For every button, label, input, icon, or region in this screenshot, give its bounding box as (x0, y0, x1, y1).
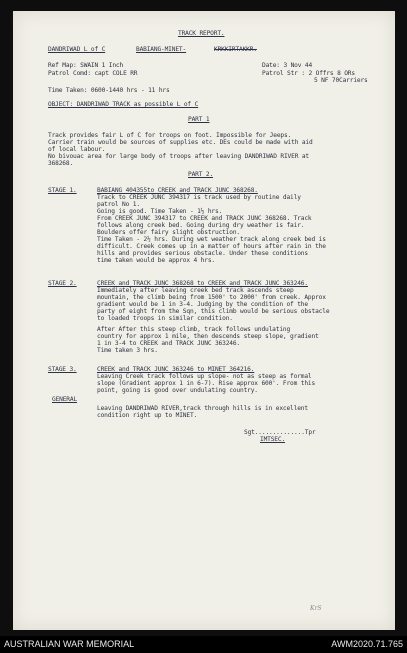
signature-unit: IMTSEC. (260, 436, 286, 443)
part1-line: Track provides fair L of C for troops on foot. Impossible for Jeeps. (48, 132, 292, 139)
stage2-line: Immediately after leaving creek bed track ascends steep (97, 287, 294, 294)
stage3-line: Leaving Creek track follows up slope- not as steep as formal (97, 373, 312, 380)
stage1-line: Track to CREEK JUNC 394317 is track used by routine daily (97, 194, 301, 201)
part1-line: No bivouac area for large body of troops after leaving DANDRIWAD RIVER at (48, 153, 309, 160)
archive-footer (0, 636, 407, 653)
general-line: condition right up to MINET. (97, 412, 198, 419)
part2-heading: PART 2. (188, 171, 214, 178)
stage1-line: From CREEK JUNC 394317 to CREEK and TRACK JUNC 368268. Track (97, 215, 312, 222)
stage2-line: CREEK and TRACK JUNC 368268 to CREEK and TRACK JUNC 363246. (97, 280, 308, 287)
stage1-label: STAGE 1. (48, 187, 77, 194)
stage1-line: time taken would be approx 4 hrs. (97, 257, 215, 264)
stage2-line: gradient would be 1 in 3-4. Judging by the condition of the (97, 301, 308, 308)
stage3-line: CREEK and TRACK JUNC 363246 to MINET 364216. (97, 366, 255, 373)
date: Date: 3 Nov 44 (262, 62, 313, 69)
stage2-line: 1 in 3-4 to CREEK and TRACK JUNC 363246. (97, 340, 241, 347)
patrol-str-1: Patrol Str : 2 Offrs 8 ORs (262, 70, 355, 77)
patrol-str-2: 5 NF 70Carriers (314, 77, 368, 84)
stage1-line: Time Taken - 2½ hrs. During wet weather track along creek bed is (97, 236, 326, 243)
part1-line: of local labour. (48, 146, 106, 153)
patrol-comd: Patrol Comd: capt COLE RR (48, 70, 138, 77)
stage1-line: follows along creek bed. Going during dry weather is fair. (97, 222, 305, 229)
time-taken: Time Taken: 0600-1440 hrs - 11 hrs (48, 87, 170, 94)
object-line: OBJECT: DANDRIWAD TRACK as possible L of C (48, 101, 199, 108)
stage2-line: mountain, the climb being from 1500' to 2000' from creek. Approx (97, 294, 326, 301)
stage2-line: to loaded troops in similar condition. (97, 315, 233, 322)
general-line: Leaving DANDRIWAD RIVER,track through hills is in excellent (97, 405, 308, 412)
ref-map: Ref Map: SWAIN 1 Inch (48, 62, 124, 69)
stage2-line: country for approx 1 mile, then descends steep slope, gradient (97, 333, 319, 340)
footer-accession: AWM2020.71.765 (331, 639, 403, 649)
general-label: GENERAL (52, 396, 78, 403)
stage2-line: After After this steep climb, track follows undulating (97, 326, 291, 333)
pencil-initials: KrS (310, 605, 322, 612)
stage2-line: party of eight from the Sqn, this climb would be serious obstacle (97, 308, 330, 315)
stage3-label: STAGE 3. (48, 366, 77, 373)
stage1-line: Boulders offer fairy slight obstruction. (97, 229, 241, 236)
signature-line: Sgt..............Tpr (244, 429, 316, 436)
stage1-line: patrol No 1. (97, 201, 140, 208)
stage2-line: Time taken 3 hrs. (97, 347, 158, 354)
route-struck: KRKKIRTAKKR. (214, 46, 257, 53)
stage2-label: STAGE 2. (48, 280, 77, 287)
stage1-line: Going is good. Time Taken - 1½ hrs. (97, 208, 223, 215)
route-prefix: DANDRIWAD L of C (48, 46, 106, 53)
part1-line: 368268. (48, 160, 74, 167)
stage1-line: difficult. Creek comes up in a matter of hours after rain in the (97, 243, 326, 250)
part1-line: Carrier train would be sources of supplies etc. DEs could be made with aid (48, 139, 313, 146)
stage1-line: hills and provides serious obstacle. Under these conditions (97, 250, 308, 257)
part1-heading: PART 1 (188, 116, 210, 123)
report-title: TRACK REPORT. (178, 30, 225, 37)
stage1-line: BABIANG 404355to CREEK and TRACK JUNC 368268. (97, 187, 258, 194)
stage3-line: point, going is good over undulating country. (97, 387, 258, 394)
route-main: BABIANG-MINET- (136, 46, 187, 53)
stage3-line: slope (Gradient approx 1 in 6-7). Rise approx 600'. From this (97, 380, 316, 387)
footer-institution: AUSTRALIAN WAR MEMORIAL (4, 639, 135, 649)
